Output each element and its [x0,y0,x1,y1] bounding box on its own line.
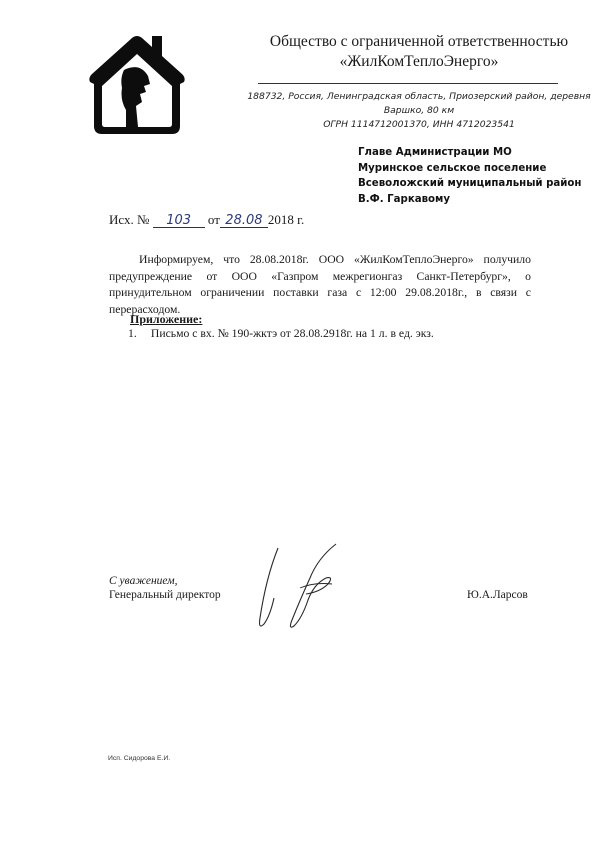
closing-regards: С уважением, [109,575,178,587]
organization-name-line2: «ЖилКомТеплоЭнерго» [339,53,499,70]
outgoing-prefix: Исх. № [109,212,150,227]
signatory-position: Генеральный директор [109,589,221,601]
outgoing-number: 103 [153,214,205,228]
outgoing-reference [109,212,304,228]
signature-icon [248,538,358,638]
outgoing-year: 2018 г. [267,212,305,227]
address-line1: 188732, Россия, Ленинградская область, Приозерский район, деревня [247,91,591,102]
appendix-item-text: Письмо с вх. № 190-жктэ от 28.08.2918г. на 1 л. в ед. экз. [150,327,434,340]
registration-numbers: ОГРН 1114712001370, ИНН 4712023541 [323,119,515,130]
recipient-block [358,145,598,207]
appendix-item [110,326,550,342]
executor-note: Исп. Сидорова Е.И. [108,755,171,762]
organization-name-line1: Общество с ограниченной ответственностью [269,33,569,50]
appendix-item-number: 1. [128,327,137,340]
header-divider [258,83,558,84]
address-line2: Варшко, 80 км [383,105,455,116]
recipient-line1: Главе Администрации МО [358,147,512,158]
body-paragraph: Информируем, что 28.08.2018г. ООО «ЖилКомТеплоЭнерго» получило предупреждение от ООО «Газпром межрегионгаз Санкт-Петербург», о принудительном ограничении поставки газа с 12:00 29.08.2018г., в связи с перерасходом. [109,253,531,316]
appendix-list [110,326,550,342]
recipient-line3: Всеволожский муниципальный район [358,178,582,189]
outgoing-from-label: от [207,212,220,227]
signatory-name: Ю.А.Ларсов [467,589,528,601]
appendix-title: Приложение: [130,312,203,326]
organization-address [238,90,600,132]
recipient-line2: Муринское сельское поселение [358,162,547,174]
outgoing-date: 28.08 [220,214,268,228]
company-logo-icon [82,26,192,138]
organization-name [238,32,600,72]
recipient-line4: В.Ф. Гаркавому [358,193,451,205]
